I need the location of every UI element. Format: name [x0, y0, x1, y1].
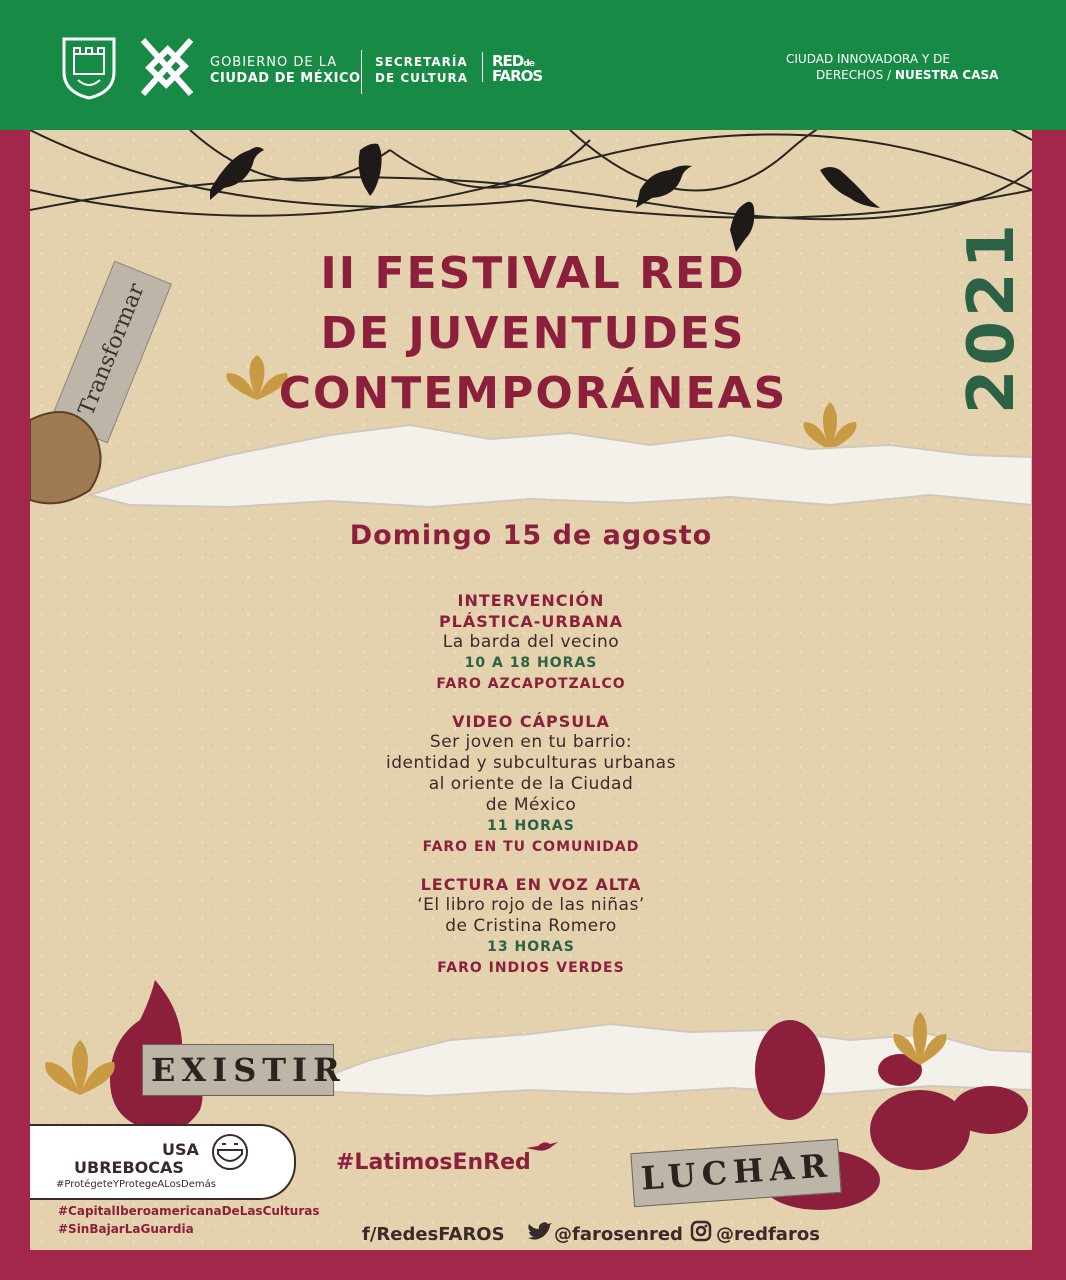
- slogan-line-1: CIUDAD INNOVADORA Y DE: [786, 52, 950, 66]
- bird-icon: [820, 167, 880, 208]
- hashtag-2: #SinBajarLaGuardia: [58, 1222, 194, 1236]
- red-faros-logo-red: REDde: [492, 52, 534, 70]
- year-vertical: 2021: [955, 219, 1029, 415]
- event-place: FARO INDIOS VERDES: [437, 960, 625, 976]
- header-bar: [0, 0, 1066, 130]
- mask-hashtag: #ProtégeteYProtegeALosDemás: [56, 1179, 216, 1190]
- title-line-2: DE JUVENTUDES: [320, 308, 746, 359]
- event-description: al oriente de la Ciudad: [428, 774, 634, 794]
- event-description: de México: [485, 795, 577, 815]
- gov-line-1: GOBIERNO DE LA: [210, 55, 338, 70]
- title-line-1: II FESTIVAL RED: [320, 248, 746, 299]
- event-item: [30, 874, 1032, 979]
- bird-icon: [210, 147, 264, 200]
- sec-line-2: DE CULTURA: [375, 71, 469, 85]
- cdmx-shield-icon: [60, 36, 118, 100]
- hummingbird-icon: [524, 1136, 560, 1156]
- event-time: 11 HORAS: [487, 818, 575, 834]
- red-faros-logo-faros: FAROS: [492, 67, 543, 85]
- social-instagram[interactable]: @redfaros: [716, 1224, 820, 1245]
- slogan-line-2: DERECHOS / NUESTRA CASA: [816, 68, 999, 82]
- event-date: Domingo 15 de agosto: [349, 520, 713, 551]
- header-divider: [361, 50, 362, 94]
- event-place: FARO AZCAPOTZALCO: [436, 676, 626, 692]
- transformar-word: Transformar: [74, 280, 150, 420]
- bird-icon: [730, 202, 754, 252]
- event-title: LECTURA EN VOZ ALTA: [420, 875, 642, 894]
- event-description: identidad y subculturas urbanas: [386, 753, 676, 773]
- event-place: FARO EN TU COMUNIDAD: [422, 839, 640, 855]
- hashtag-main: #LatimosEnRed: [336, 1150, 531, 1175]
- poster: [30, 130, 1032, 1250]
- events-list: [30, 590, 1032, 979]
- mask-badge: [30, 1124, 296, 1200]
- event-description: ‘El libro rojo de las niñas’: [417, 895, 645, 915]
- social-twitter[interactable]: @farosenred: [554, 1224, 683, 1245]
- leaf-ornament-icon: [890, 1010, 950, 1070]
- gov-line-2: CIUDAD DE MÉXICO: [210, 71, 361, 86]
- existir-word: EXISTIR: [151, 1051, 346, 1089]
- bird-icon: [359, 144, 382, 196]
- leaf-ornament-icon: [40, 1040, 120, 1100]
- bird-icon: [636, 166, 692, 209]
- existir-clipping: [142, 1044, 346, 1096]
- twitter-icon: [526, 1222, 552, 1244]
- face-mask-icon: [210, 1132, 250, 1172]
- event-title: INTERVENCIÓN: [457, 591, 605, 610]
- event-time: 13 HORAS: [487, 939, 575, 955]
- torn-paper-strip: [30, 415, 1032, 515]
- luchar-word: LUCHAR: [639, 1146, 834, 1198]
- mask-line-2: UBREBOCAS: [74, 1158, 184, 1177]
- header-divider: [482, 52, 483, 82]
- event-description: de Cristina Romero: [445, 916, 617, 936]
- social-facebook[interactable]: f/RedesFAROS: [362, 1224, 505, 1245]
- event-time: 10 A 18 HORAS: [464, 655, 598, 671]
- title-line-3: CONTEMPORÁNEAS: [278, 368, 788, 419]
- event-description: La barda del vecino: [442, 632, 620, 652]
- cdmx-knot-logo-icon: [135, 32, 199, 102]
- event-item: [30, 711, 1032, 858]
- event-description: Ser joven en tu barrio:: [429, 732, 633, 752]
- sec-line-1: SECRETARÍA: [375, 55, 468, 69]
- instagram-icon: [690, 1220, 712, 1242]
- mask-line-1: USA: [162, 1140, 199, 1159]
- hashtag-1: #CapitalIberoamericanaDeLasCulturas: [58, 1204, 320, 1218]
- event-item: [30, 590, 1032, 695]
- event-title: VIDEO CÁPSULA: [452, 712, 610, 731]
- event-title: PLÁSTICA-URBANA: [438, 612, 624, 631]
